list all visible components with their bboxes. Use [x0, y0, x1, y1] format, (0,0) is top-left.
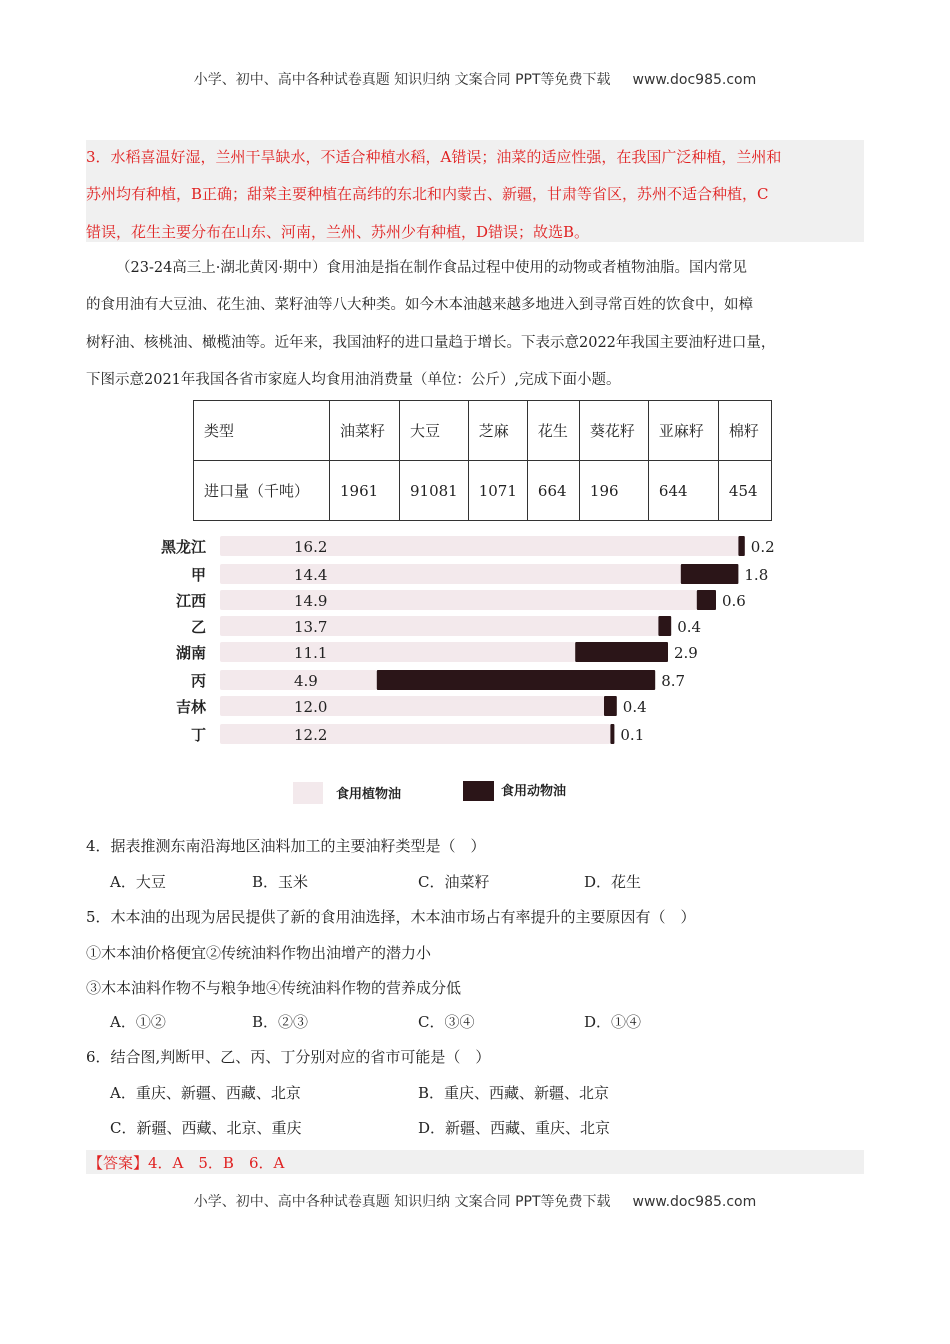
option-5b[interactable]: B．②③ — [252, 1013, 309, 1031]
value-label-vegetable: 14.9 — [294, 592, 328, 610]
bar-vegetable-oil — [220, 724, 610, 744]
table-cell: 油菜籽 — [330, 401, 400, 461]
table-cell: 1071 — [468, 461, 527, 521]
bar-animal-oil — [681, 564, 739, 584]
option-4d[interactable]: D．花生 — [584, 873, 642, 891]
explanation-line: 错误，花生主要分布在山东、河南，兰州、苏州少有种植，D错误；故选B。 — [86, 223, 590, 241]
explanation-line: 苏州均有种植，B正确；甜菜主要种植在高纬的东北和内蒙古、新疆，甘肃等省区，苏州不适合种植，C — [86, 185, 769, 203]
intro-line: 的食用油有大豆油、花生油、菜籽油等八大种类。如今木本油越来越多地进入到寻常百姓的饮食中，如樟 — [86, 297, 753, 313]
value-label-vegetable: 16.2 — [294, 538, 328, 556]
value-label-animal: 8.7 — [661, 672, 686, 690]
option-6a[interactable]: A．重庆、新疆、西藏、北京 — [110, 1084, 301, 1102]
table-cell: 进口量（千吨） — [194, 461, 330, 521]
category-label: 江西 — [175, 592, 206, 610]
table-cell: 大豆 — [400, 401, 469, 461]
category-label: 丁 — [190, 726, 206, 744]
footer-url[interactable]: www.doc985.com — [632, 1194, 757, 1210]
value-label-vegetable: 12.2 — [294, 726, 328, 744]
option-5a[interactable]: A．①② — [110, 1013, 166, 1031]
page-header — [0, 69, 950, 89]
value-label-animal: 2.9 — [674, 644, 698, 662]
table-cell: 1961 — [330, 461, 400, 521]
category-label: 黑龙江 — [160, 538, 206, 556]
answer-text: 4．A 5．B 6．A — [148, 1154, 285, 1172]
option-4c[interactable]: C．油菜籽 — [418, 873, 490, 891]
bar-vegetable-oil — [220, 564, 681, 584]
bar-animal-oil — [738, 536, 744, 556]
legend-swatch-animal — [463, 781, 494, 801]
legend-label-animal: 食用动物油 — [501, 784, 567, 799]
table-cell: 664 — [527, 461, 579, 521]
bar-animal-oil — [575, 642, 668, 662]
category-label: 湖南 — [175, 644, 206, 662]
table-cell: 454 — [718, 461, 771, 521]
table-row — [194, 461, 772, 521]
header-url[interactable]: www.doc985.com — [632, 72, 757, 88]
question-5-statement: ①木本油价格便宜②传统油料作物出油增产的潜力小 — [86, 944, 432, 962]
value-label-vegetable: 14.4 — [294, 566, 328, 584]
category-label: 乙 — [190, 618, 206, 636]
intro-line: 下图示意2021年我国各省市家庭人均食用油消费量（单位：公斤）,完成下面小题。 — [86, 372, 621, 388]
table-cell: 类型 — [194, 401, 330, 461]
value-label-vegetable: 12.0 — [294, 698, 328, 716]
intro-line: （23-24高三上·湖北黄冈·期中）食用油是指在制作食品过程中使用的动物或者植物油脂。国内常见 — [116, 260, 748, 276]
bar-animal-oil — [610, 724, 614, 744]
bar-vegetable-oil — [220, 590, 697, 610]
question-5-stem: 5．木本油的出现为居民提供了新的食用油选择，木本油市场占有率提升的主要原因有（ ） — [86, 908, 696, 926]
category-label: 吉林 — [175, 698, 206, 716]
question-5-statement: ③木本油料作物不与粮争地④传统油料作物的营养成分低 — [86, 979, 462, 997]
option-4a[interactable]: A．大豆 — [110, 873, 166, 891]
explanation-line: 3．水稻喜温好湿，兰州干旱缺水，不适合种植水稻，A错误；油菜的适应性强，在我国广泛种植，兰州和 — [86, 148, 782, 166]
value-label-vegetable: 4.9 — [294, 672, 318, 690]
table-cell: 亚麻籽 — [648, 401, 718, 461]
option-4b[interactable]: B．玉米 — [252, 873, 309, 891]
answer-line — [88, 1152, 284, 1173]
value-label-vegetable: 11.1 — [294, 644, 328, 662]
import-table — [193, 400, 772, 521]
bar-vegetable-oil — [220, 616, 658, 636]
option-6b[interactable]: B．重庆、西藏、新疆、北京 — [418, 1084, 610, 1102]
option-5d[interactable]: D．①④ — [584, 1013, 642, 1031]
option-5c[interactable]: C．③④ — [418, 1013, 475, 1031]
table-cell: 91081 — [400, 461, 469, 521]
category-label: 甲 — [190, 566, 206, 584]
table-header-row — [194, 401, 772, 461]
table-cell: 葵花籽 — [579, 401, 648, 461]
table-cell: 芝麻 — [468, 401, 527, 461]
value-label-animal: 1.8 — [744, 566, 769, 584]
table-cell: 花生 — [527, 401, 579, 461]
bar-animal-oil — [658, 616, 671, 636]
bar-animal-oil — [697, 590, 716, 610]
bar-vegetable-oil — [220, 696, 604, 716]
table-cell: 棉籽 — [718, 401, 771, 461]
intro-line: 树籽油、核桃油、橄榄油等。近年来，我国油籽的进口量趋于增长。下表示意2022年我国主要油籽进口量， — [86, 335, 776, 351]
oil-consumption-chart — [0, 525, 950, 820]
option-6c[interactable]: C．新疆、西藏、北京、重庆 — [110, 1119, 302, 1137]
question-4-stem: 4．据表推测东南沿海地区油料加工的主要油籽类型是（ ） — [86, 837, 486, 855]
table-cell: 196 — [579, 461, 648, 521]
value-label-animal: 0.1 — [620, 726, 645, 744]
footer-text: 小学、初中、高中各种试卷真题 知识归纳 文案合同 PPT等免费下载 — [193, 1194, 611, 1210]
category-label: 丙 — [190, 672, 206, 690]
header-text: 小学、初中、高中各种试卷真题 知识归纳 文案合同 PPT等免费下载 — [193, 72, 611, 88]
option-6d[interactable]: D．新疆、西藏、重庆、北京 — [418, 1119, 611, 1137]
value-label-animal: 0.4 — [622, 698, 647, 716]
legend-label-vegetable: 食用植物油 — [336, 787, 402, 802]
answer-label: 【答案】 — [88, 1154, 149, 1172]
value-label-animal: 0.2 — [750, 538, 775, 556]
legend-swatch-vegetable — [293, 782, 323, 804]
table-cell: 644 — [648, 461, 718, 521]
bar-animal-oil — [377, 670, 655, 690]
value-label-animal: 0.4 — [677, 618, 702, 636]
value-label-vegetable: 13.7 — [294, 618, 328, 636]
page-footer — [0, 1191, 950, 1211]
bar-animal-oil — [604, 696, 617, 716]
question-6-stem: 6．结合图,判断甲、乙、丙、丁分别对应的省市可能是（ ） — [86, 1048, 491, 1066]
value-label-animal: 0.6 — [722, 592, 746, 610]
bar-vegetable-oil — [220, 642, 575, 662]
